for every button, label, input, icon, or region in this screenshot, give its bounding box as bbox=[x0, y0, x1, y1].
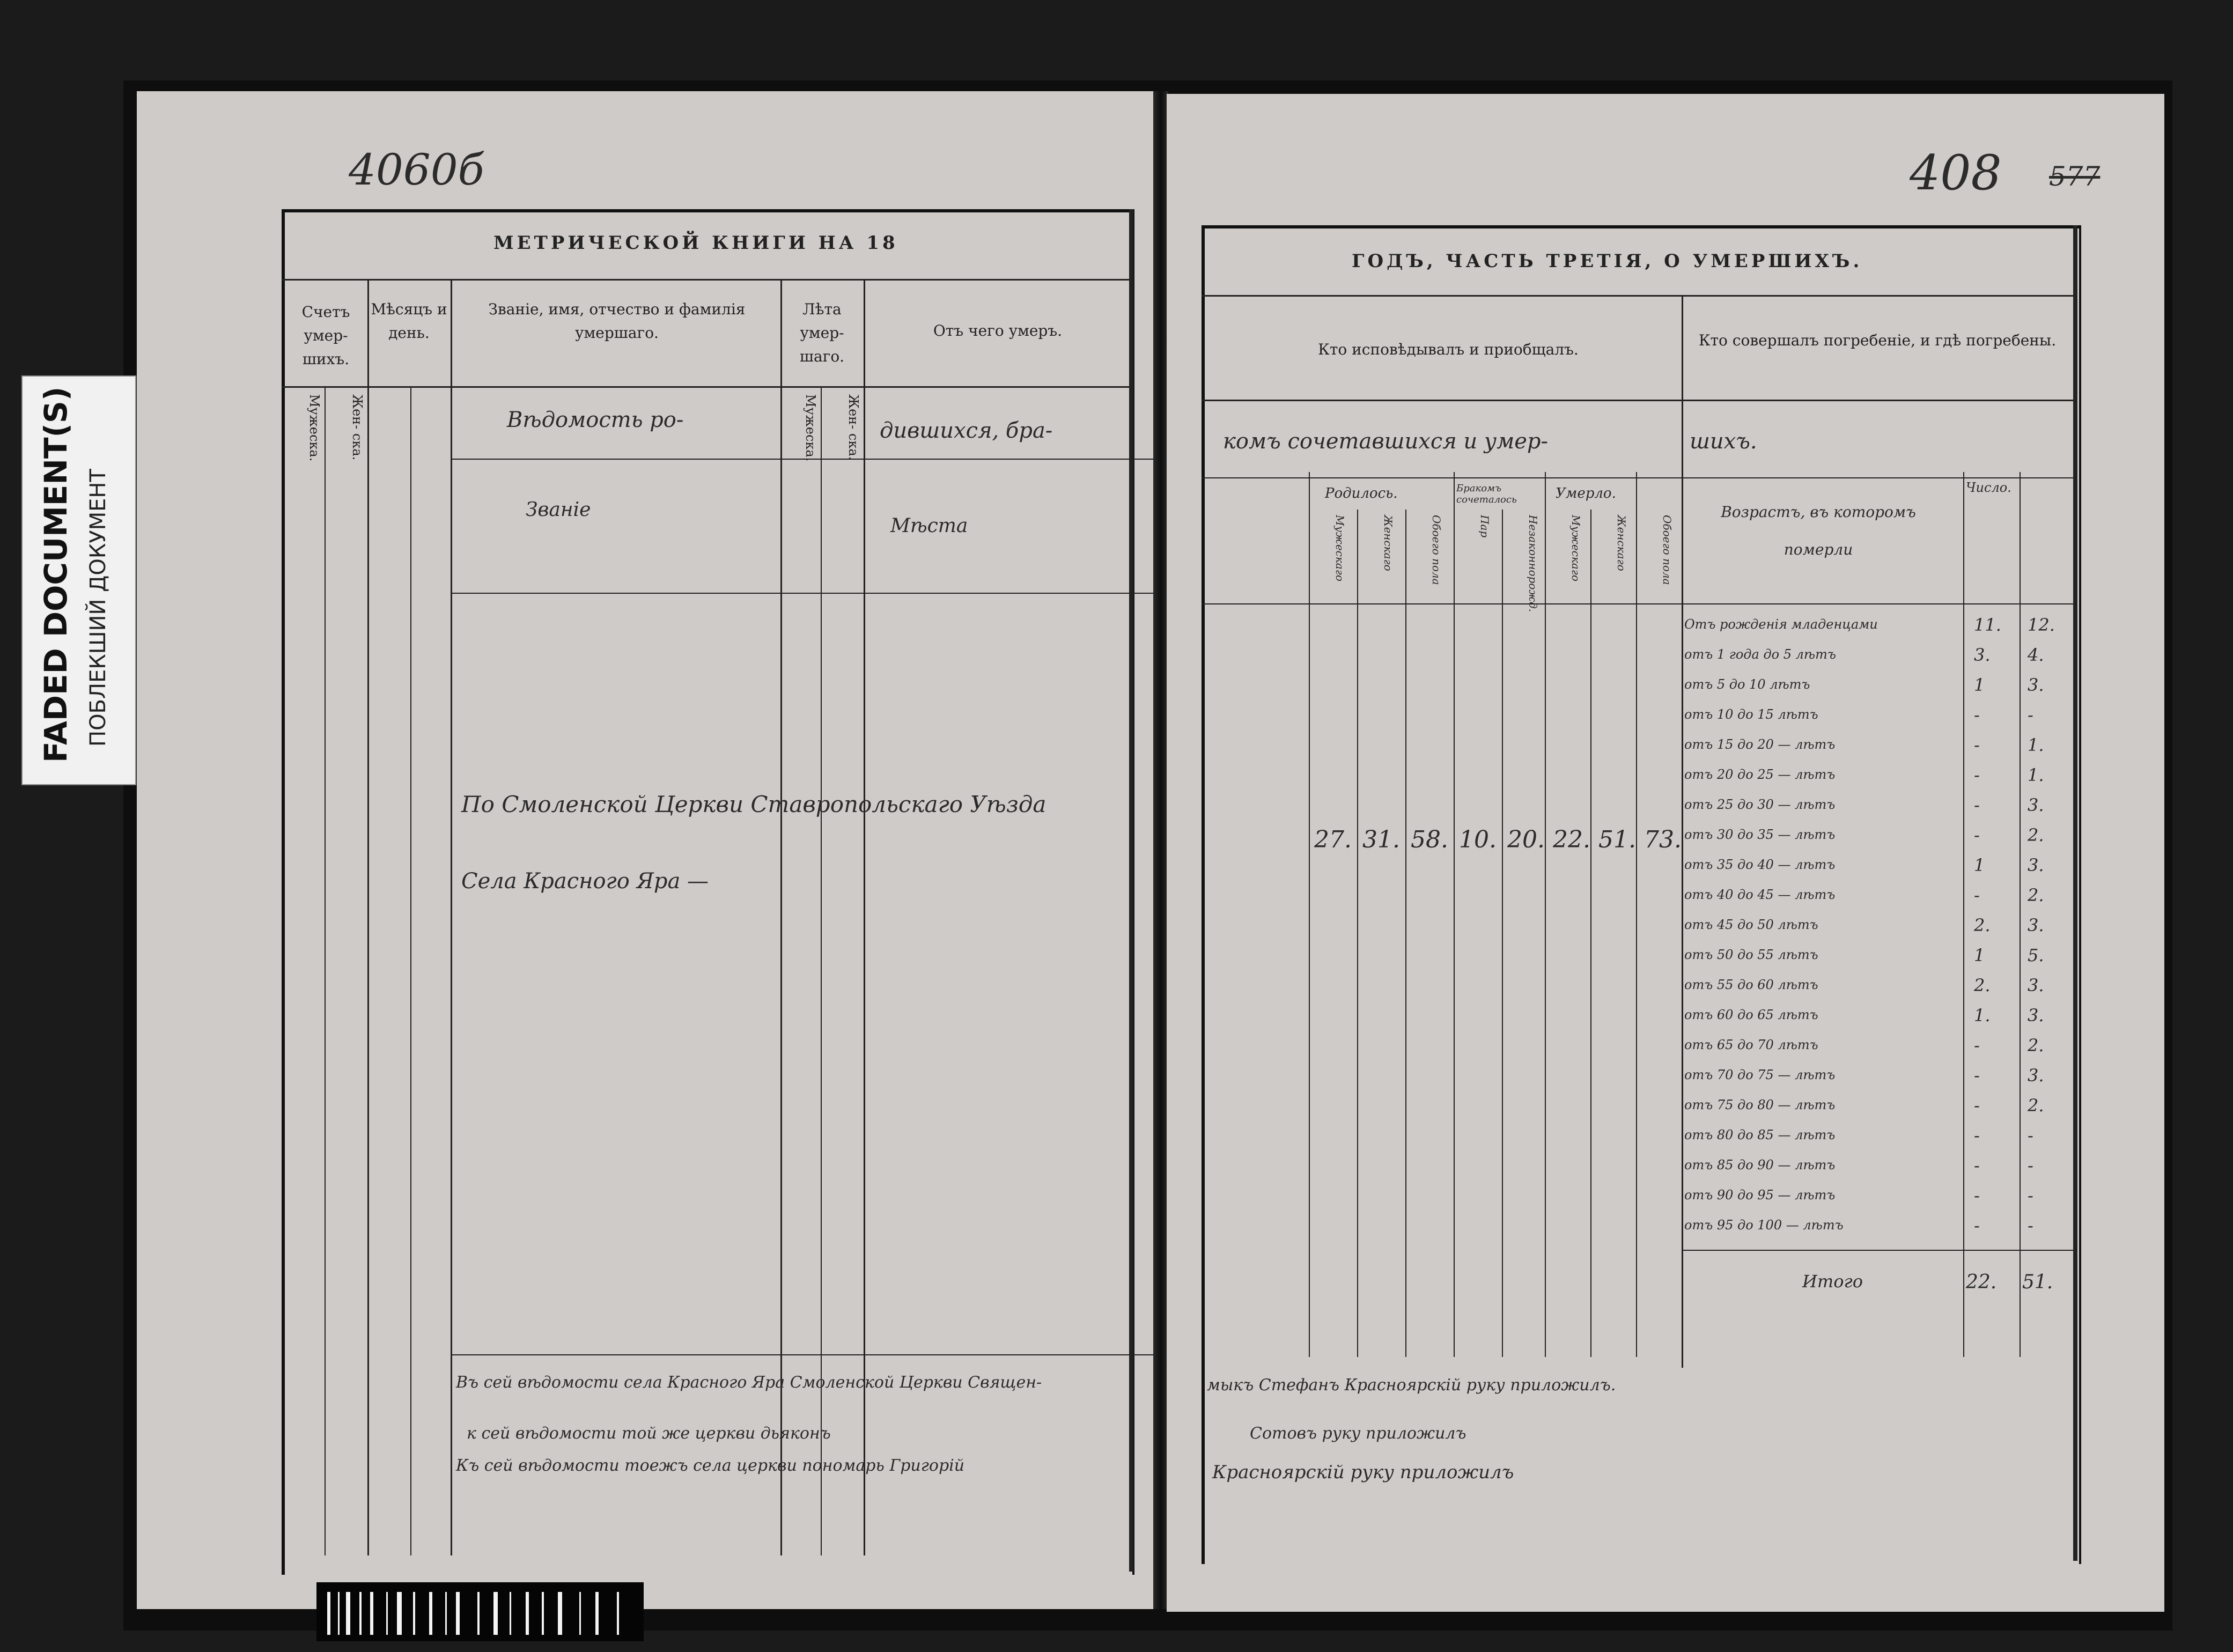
right-page-header: ГОДЪ, ЧАСТЬ ТРЕТІЯ, О УМЕРШИХЪ. bbox=[1352, 250, 1863, 272]
col-confessed-header: Кто исповѣдывалъ и приобщалъ. bbox=[1318, 341, 1579, 358]
hw-title-cont: комъ сочетавшихся и умер- bbox=[1223, 429, 1549, 454]
age-row-female: 3. bbox=[2028, 975, 2044, 995]
right-page-number: 408 bbox=[1910, 145, 2002, 201]
age-row-male: - bbox=[1974, 1185, 1980, 1206]
faded-label-russian: ПОБЛЕКШИЙ ДОКУМЕНТ bbox=[86, 469, 110, 747]
hw-title-part2: дившихся, бра- bbox=[880, 418, 1053, 443]
totals-cell: 22. bbox=[1553, 826, 1590, 853]
age-row-male: - bbox=[1974, 1125, 1980, 1146]
age-row-male: 1 bbox=[1974, 675, 1985, 695]
age-row-male: 3. bbox=[1974, 645, 1991, 665]
hw-deaths: Умерло. bbox=[1556, 485, 1616, 502]
age-row-male: 1. bbox=[1974, 1005, 1991, 1026]
hw-right-note2: Сотовъ руку приложилъ bbox=[1250, 1424, 1466, 1443]
age-row-female: 3. bbox=[2028, 675, 2044, 695]
age-row-male: - bbox=[1974, 765, 1980, 785]
age-row-female: 2. bbox=[2028, 885, 2044, 905]
age-row-female: 12. bbox=[2028, 615, 2055, 635]
age-row-label: отъ 50 до 55 лѣтъ bbox=[1684, 947, 1818, 962]
age-row-label: отъ 95 до 100 — лѣтъ bbox=[1684, 1218, 1844, 1233]
barcode bbox=[316, 1582, 644, 1641]
sub-column-label: Мужескаго bbox=[1569, 515, 1582, 581]
hw-parish-line2: Села Красного Яра — bbox=[461, 869, 709, 894]
hw-bottom-note2: к сей вѣдомости той же церкви дьяконъ bbox=[467, 1424, 831, 1443]
age-row-male: - bbox=[1974, 1215, 1980, 1236]
age-row-female: 2. bbox=[2028, 825, 2044, 845]
hw-total-label: Итого bbox=[1802, 1271, 1863, 1292]
age-row-male: - bbox=[1974, 1035, 1980, 1056]
age-row-label: отъ 10 до 15 лѣтъ bbox=[1684, 707, 1818, 722]
age-row-male: - bbox=[1974, 1065, 1980, 1086]
hw-parish-line1: По Смоленской Церкви Ставропольскаго Уѣзда bbox=[461, 791, 1047, 817]
hw-title-end: шихъ. bbox=[1690, 429, 1757, 454]
age-row-label: отъ 25 до 30 — лѣтъ bbox=[1684, 797, 1836, 812]
age-row-label: отъ 90 до 95 — лѣтъ bbox=[1684, 1188, 1836, 1203]
hw-bottom-note3: Къ сей вѣдомости тоежъ села церкви пономарь Григорій bbox=[456, 1456, 965, 1475]
age-row-label: отъ 20 до 25 — лѣтъ bbox=[1684, 767, 1836, 782]
age-row-female: 3. bbox=[2028, 1065, 2044, 1086]
hw-title-part1: Вѣдомость ро- bbox=[507, 408, 684, 432]
age-row-label: отъ 55 до 60 лѣтъ bbox=[1684, 977, 1818, 992]
hw-right-note1: мыкъ Стефанъ Красноярскій руку приложилъ. bbox=[1207, 1376, 1616, 1395]
hw-number: Число. bbox=[1966, 480, 2011, 495]
age-row-female: - bbox=[2028, 1185, 2033, 1206]
col-age-header: Лѣта умер- шаго. bbox=[799, 300, 845, 365]
age-row-male: - bbox=[1974, 1095, 1980, 1116]
right-table-frame bbox=[1202, 225, 2081, 1564]
age-row-female: 4. bbox=[2028, 645, 2044, 665]
age-row-label: отъ 40 до 45 — лѣтъ bbox=[1684, 887, 1836, 902]
sub-column-label: Женскаго bbox=[1615, 515, 1628, 571]
hw-right-note3: Красноярскій руку приложилъ bbox=[1212, 1462, 1514, 1483]
age-row-label: Отъ рожденія младенцами bbox=[1684, 617, 1878, 632]
right-corner-number: 577 bbox=[2049, 161, 2101, 192]
totals-cell: 10. bbox=[1459, 826, 1497, 853]
age-row-label: отъ 1 года до 5 лѣтъ bbox=[1684, 647, 1836, 662]
age-row-male: 2. bbox=[1974, 915, 1991, 935]
age-row-male: - bbox=[1974, 825, 1980, 845]
hw-bottom-note1: Въ сей вѣдомости села Красного Яра Смоленской Церкви Священ- bbox=[456, 1373, 1042, 1392]
age-row-female: - bbox=[2028, 1155, 2033, 1176]
sub-column-label: Пар bbox=[1478, 515, 1491, 538]
hw-mesta: Мѣста bbox=[890, 515, 968, 537]
age-row-female: 3. bbox=[2028, 795, 2044, 815]
age-row-female: - bbox=[2028, 1125, 2033, 1146]
age-total-female: 51. bbox=[2022, 1271, 2053, 1293]
col-month-day-header: Мѣсяцъ и день. bbox=[371, 300, 447, 342]
hw-births: Родилось. bbox=[1325, 485, 1398, 502]
sub-column-label: Незаконнорожд. bbox=[1527, 515, 1539, 613]
age-row-female: - bbox=[2028, 705, 2033, 725]
age-row-male: 11. bbox=[1974, 615, 2001, 635]
age-row-label: отъ 5 до 10 лѣтъ bbox=[1684, 677, 1810, 692]
age-row-male: - bbox=[1974, 1155, 1980, 1176]
age-row-label: отъ 15 до 20 — лѣтъ bbox=[1684, 737, 1836, 752]
left-page-header: МЕТРИЧЕСКОЙ КНИГИ НА 18 bbox=[493, 232, 898, 254]
age-row-male: - bbox=[1974, 885, 1980, 905]
age-row-female: 1. bbox=[2028, 765, 2044, 785]
sub-column-label: Женскаго bbox=[1382, 515, 1395, 571]
faded-document-label bbox=[21, 375, 136, 785]
hw-zvanie: Званіе bbox=[526, 499, 591, 521]
totals-cell: 20. bbox=[1507, 826, 1545, 853]
col-count-female: Жен- ска. bbox=[350, 394, 365, 461]
age-row-male: - bbox=[1974, 705, 1980, 725]
age-row-female: 2. bbox=[2028, 1095, 2044, 1116]
sub-column-label: Обоего пола bbox=[1661, 515, 1674, 585]
col-name-header: Званіе, имя, отчество и фамилія умершаго. bbox=[488, 300, 746, 342]
age-row-label: отъ 70 до 75 — лѣтъ bbox=[1684, 1067, 1836, 1082]
col-buried-header: Кто совершалъ погребеніе, и гдѣ погребены. bbox=[1698, 331, 2057, 349]
age-row-label: отъ 85 до 90 — лѣтъ bbox=[1684, 1157, 1836, 1172]
left-page-number: 4060б bbox=[349, 145, 484, 195]
col-count-header: Счетъ умер- шихъ. bbox=[301, 303, 350, 368]
totals-cell: 31. bbox=[1362, 826, 1400, 853]
age-row-female: 2. bbox=[2028, 1035, 2044, 1056]
book-gutter bbox=[1153, 91, 1168, 1609]
sub-column-label: Обоего пола bbox=[1430, 515, 1443, 585]
age-row-label: отъ 60 до 65 лѣтъ bbox=[1684, 1007, 1818, 1022]
totals-cell: 73. bbox=[1644, 826, 1682, 853]
totals-cell: 51. bbox=[1598, 826, 1636, 853]
age-row-male: 1 bbox=[1974, 855, 1985, 875]
hw-marriages: Бракомъ сочеталось bbox=[1456, 483, 1517, 505]
age-row-male: - bbox=[1974, 795, 1980, 815]
age-row-male: 1 bbox=[1974, 945, 1985, 965]
age-row-female: 3. bbox=[2028, 915, 2044, 935]
col-count-male: Мужеска. bbox=[307, 394, 322, 462]
totals-cell: 58. bbox=[1411, 826, 1448, 853]
age-row-label: отъ 80 до 85 — лѣтъ bbox=[1684, 1127, 1836, 1142]
age-total-male: 22. bbox=[1966, 1271, 1997, 1293]
age-row-label: отъ 45 до 50 лѣтъ bbox=[1684, 917, 1818, 932]
hw-age-header: Возрастъ, въ которомъ померли bbox=[1721, 503, 1916, 558]
sub-column-label: Мужескаго bbox=[1333, 515, 1346, 581]
faded-label-english: FADED DOCUMENT(S) bbox=[38, 386, 74, 763]
age-row-female: 3. bbox=[2028, 855, 2044, 875]
age-row-male: - bbox=[1974, 735, 1980, 755]
age-row-label: отъ 75 до 80 — лѣтъ bbox=[1684, 1097, 1836, 1112]
age-row-label: отъ 35 до 40 — лѣтъ bbox=[1684, 857, 1836, 872]
col-cause-header: Отъ чего умеръ. bbox=[933, 322, 1063, 340]
col-age-male: Мужеска. bbox=[803, 394, 818, 462]
age-row-label: отъ 30 до 35 — лѣтъ bbox=[1684, 827, 1836, 842]
age-row-female: 1. bbox=[2028, 735, 2044, 755]
age-row-female: 3. bbox=[2028, 1005, 2044, 1026]
col-age-female: Жен- ска. bbox=[846, 394, 861, 461]
totals-cell: 27. bbox=[1314, 826, 1352, 853]
age-row-female: - bbox=[2028, 1215, 2033, 1236]
age-row-male: 2. bbox=[1974, 975, 1991, 995]
age-row-female: 5. bbox=[2028, 945, 2044, 965]
age-row-label: отъ 65 до 70 лѣтъ bbox=[1684, 1037, 1818, 1052]
